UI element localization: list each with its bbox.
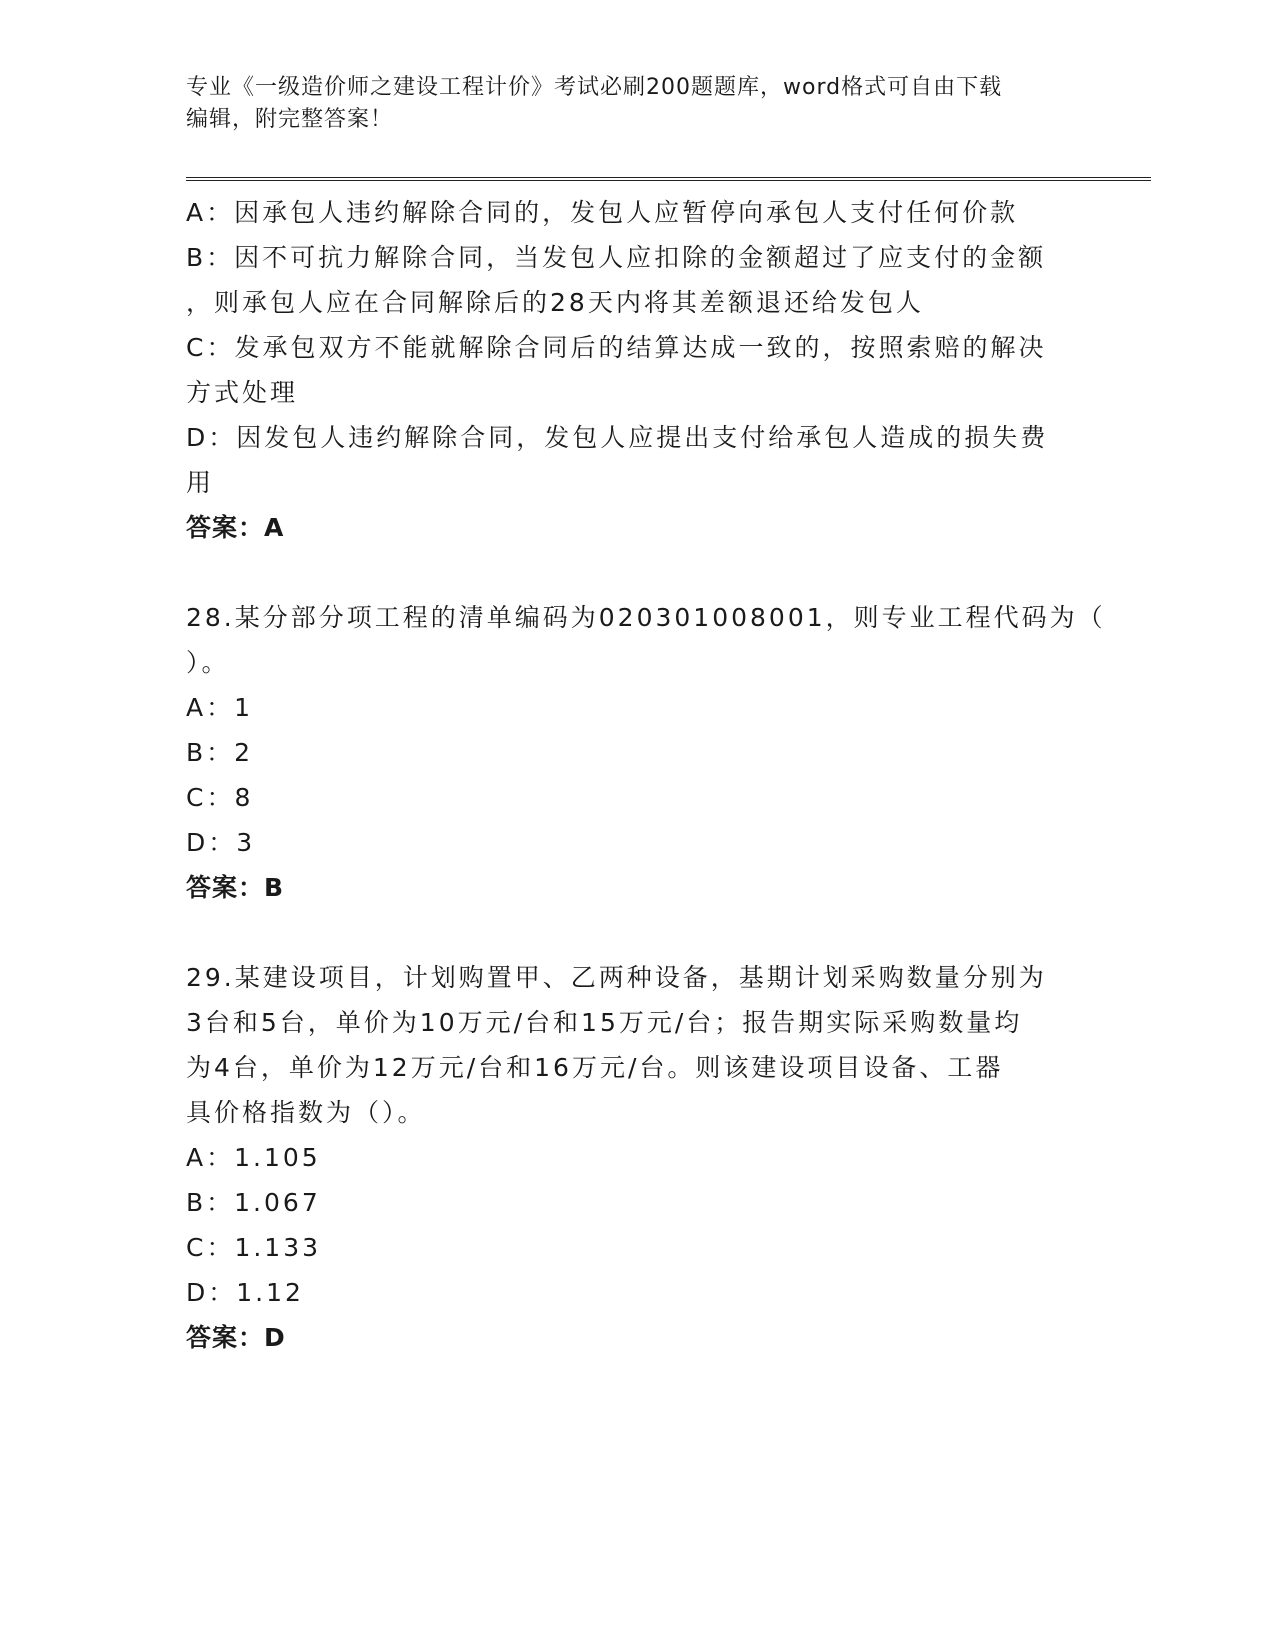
q28-option-c: C：8 bbox=[186, 783, 254, 812]
q28-answer: 答案：B bbox=[186, 873, 285, 902]
q27-option-b: B：因不可抗力解除合同，当发包人应扣除的金额超过了应支付的金额 bbox=[186, 243, 1047, 272]
q29-option-c: C：1.133 bbox=[186, 1233, 322, 1262]
header-line-1: 专业《一级造价师之建设工程计价》考试必刷200题题库，word格式可自由下载 bbox=[186, 75, 1003, 100]
spacer bbox=[186, 550, 1081, 595]
q28-option-a: A：1 bbox=[186, 693, 254, 722]
q29-stem-1: 29.某建设项目，计划购置甲、乙两种设备，基期计划采购数量分别为 bbox=[186, 963, 1047, 992]
page-header bbox=[186, 72, 1086, 136]
question-29 bbox=[186, 955, 1081, 1360]
q29-option-b: B：1.067 bbox=[186, 1188, 321, 1217]
question-28 bbox=[186, 595, 1106, 910]
q28-option-b: B：2 bbox=[186, 738, 254, 767]
header-line-2: 编辑，附完整答案！ bbox=[186, 107, 394, 132]
q28-option-d: D：3 bbox=[186, 828, 256, 857]
q29-option-d: D：1.12 bbox=[186, 1278, 304, 1307]
spacer bbox=[186, 910, 1081, 955]
q27-option-d-cont: 用 bbox=[186, 468, 215, 497]
q29-stem-2: 3台和5台，单价为10万元/台和15万元/台；报告期实际采购数量均 bbox=[186, 1008, 1023, 1037]
q27-option-c-cont: 方式处理 bbox=[186, 378, 299, 407]
q27-option-a: A：因承包人违约解除合同的，发包人应暂停向承包人支付任何价款 bbox=[186, 198, 1019, 227]
q27-option-c: C：发承包双方不能就解除合同后的结算达成一致的，按照索赔的解决 bbox=[186, 333, 1047, 362]
q27-option-b-cont: ，则承包人应在合同解除后的28天内将其差额退还给发包人 bbox=[186, 288, 924, 317]
q27-option-d: D：因发包人违约解除合同，发包人应提出支付给承包人造成的损失费 bbox=[186, 423, 1049, 452]
q29-stem-3: 为4台，单价为12万元/台和16万元/台。则该建设项目设备、工器 bbox=[186, 1053, 1004, 1082]
q28-stem-2: ）。 bbox=[186, 648, 230, 677]
question-27 bbox=[186, 190, 1081, 550]
question-content bbox=[186, 190, 1106, 1360]
q29-answer: 答案：D bbox=[186, 1323, 286, 1352]
q29-option-a: A：1.105 bbox=[186, 1143, 321, 1172]
q28-stem-1: 28.某分部分项工程的清单编码为020301008001，则专业工程代码为（ bbox=[186, 603, 1106, 632]
header-divider bbox=[186, 177, 1151, 181]
q27-answer: 答案：A bbox=[186, 513, 285, 542]
q29-stem-4: 具价格指数为（）。 bbox=[186, 1098, 426, 1127]
